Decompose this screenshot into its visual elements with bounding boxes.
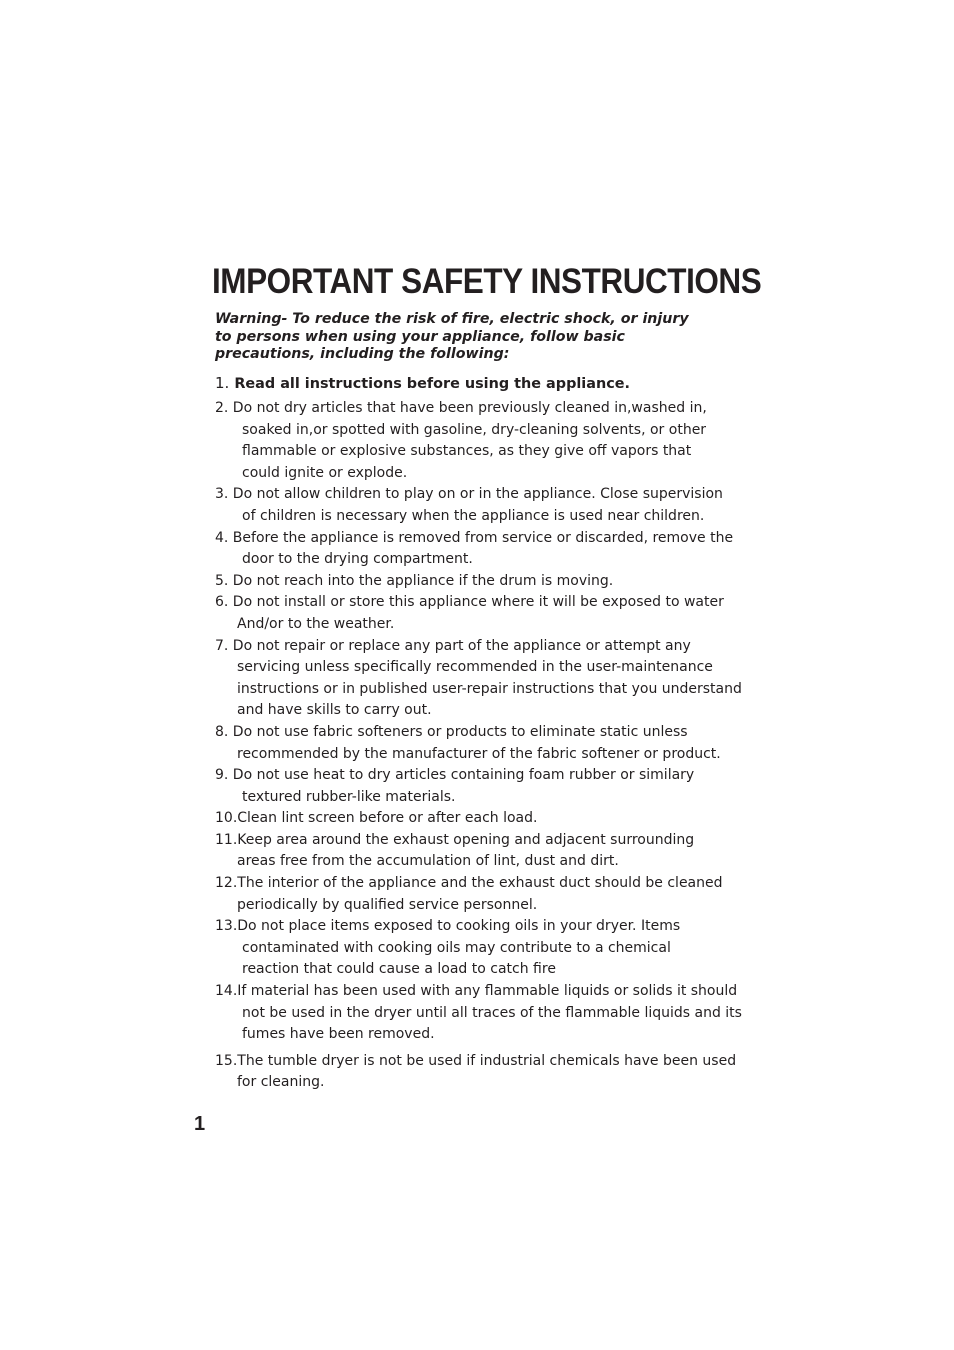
instruction-line: and have skills to carry out.: [237, 702, 432, 719]
instruction-line: for cleaning.: [237, 1074, 325, 1091]
instruction-line: fumes have been removed.: [242, 1026, 435, 1043]
instruction-item-6: [215, 592, 760, 635]
instruction-item-7: [215, 636, 760, 722]
instruction-line: 11.Keep area around the exhaust opening and adjacent surrounding: [215, 831, 695, 848]
instruction-line: flammable or explosive substances, as they give off vapors that: [242, 443, 692, 460]
instruction-item-1: [215, 371, 760, 396]
instruction-line: 15.The tumble dryer is not be used if industrial chemicals have been used: [215, 1052, 737, 1069]
instruction-line: And/or to the weather.: [237, 615, 395, 632]
instruction-line: 3. Do not allow children to play on or in the appliance. Close supervision: [215, 486, 723, 503]
instruction-text: Read all instructions before using the appliance.: [234, 376, 630, 392]
instruction-line: instructions or in published user-repair instructions that you understand: [237, 680, 742, 697]
instruction-line: could ignite or explode.: [242, 464, 408, 481]
instruction-item-11: [215, 830, 760, 873]
instruction-item-10: [215, 808, 760, 830]
instruction-line: areas free from the accumulation of lint, dust and dirt.: [237, 853, 619, 870]
instruction-item-9: [215, 765, 760, 808]
instruction-line: periodically by qualified service personnel.: [237, 896, 538, 913]
warning-line: precautions, including the following:: [215, 346, 510, 362]
instruction-line: servicing unless specifically recommended in the user-maintenance: [237, 659, 713, 676]
warning-line: to persons when using your appliance, follow basic: [215, 328, 625, 345]
warning-paragraph: [215, 311, 715, 364]
instruction-line: of children is necessary when the appliance is used near children.: [242, 507, 705, 524]
page-title: IMPORTANT SAFETY INSTRUCTIONS: [212, 262, 762, 301]
instruction-line: reaction that could cause a load to catch fire: [242, 961, 556, 978]
instruction-line: textured rubber-like materials.: [242, 788, 456, 805]
instruction-line: 8. Do not use fabric softeners or products to eliminate static unless: [215, 723, 688, 740]
instruction-item-15: [215, 1051, 760, 1094]
instruction-line: soaked in,or spotted with gasoline, dry-cleaning solvents, or other: [242, 421, 707, 438]
page-number: 1: [194, 1113, 206, 1135]
instruction-item-3: [215, 484, 760, 527]
instruction-item-4: [215, 528, 760, 571]
instruction-line: not be used in the dryer until all traces of the flammable liquids and its: [242, 1004, 742, 1021]
instruction-line: door to the drying compartment.: [242, 551, 473, 568]
instruction-item-2: [215, 398, 760, 484]
instruction-line: 4. Before the appliance is removed from service or discarded, remove the: [215, 529, 734, 546]
instruction-line: 10.Clean lint screen before or after each load.: [215, 810, 538, 827]
instruction-item-12: [215, 873, 760, 916]
instruction-item-13: [215, 916, 760, 981]
instruction-item-8: [215, 722, 760, 765]
instruction-line: 2. Do not dry articles that have been previously cleaned in,washed in,: [215, 400, 707, 416]
instruction-line: 12.The interior of the appliance and the exhaust duct should be cleaned: [215, 875, 723, 892]
instruction-list: [215, 371, 760, 1094]
warning-line: Warning- To reduce the risk of fire, electric shock, or injury: [215, 311, 689, 327]
instruction-item-14: [215, 981, 760, 1046]
instruction-line: 9. Do not use heat to dry articles containing foam rubber or similary: [215, 767, 695, 784]
instruction-item-5: [215, 571, 760, 593]
instruction-line: 7. Do not repair or replace any part of the appliance or attempt any: [215, 637, 691, 654]
instruction-number: 1.: [215, 374, 230, 392]
instruction-line: 13.Do not place items exposed to cooking oils in your dryer. Items: [215, 918, 681, 935]
instruction-line: 5. Do not reach into the appliance if the drum is moving.: [215, 572, 614, 589]
instruction-line: recommended by the manufacturer of the fabric softener or product.: [237, 745, 721, 762]
instruction-line: 14.If material has been used with any flammable liquids or solids it should: [215, 983, 738, 1000]
instruction-line: contaminated with cooking oils may contribute to a chemical: [242, 939, 671, 956]
instruction-line: 6. Do not install or store this appliance where it will be exposed to water: [215, 594, 724, 611]
